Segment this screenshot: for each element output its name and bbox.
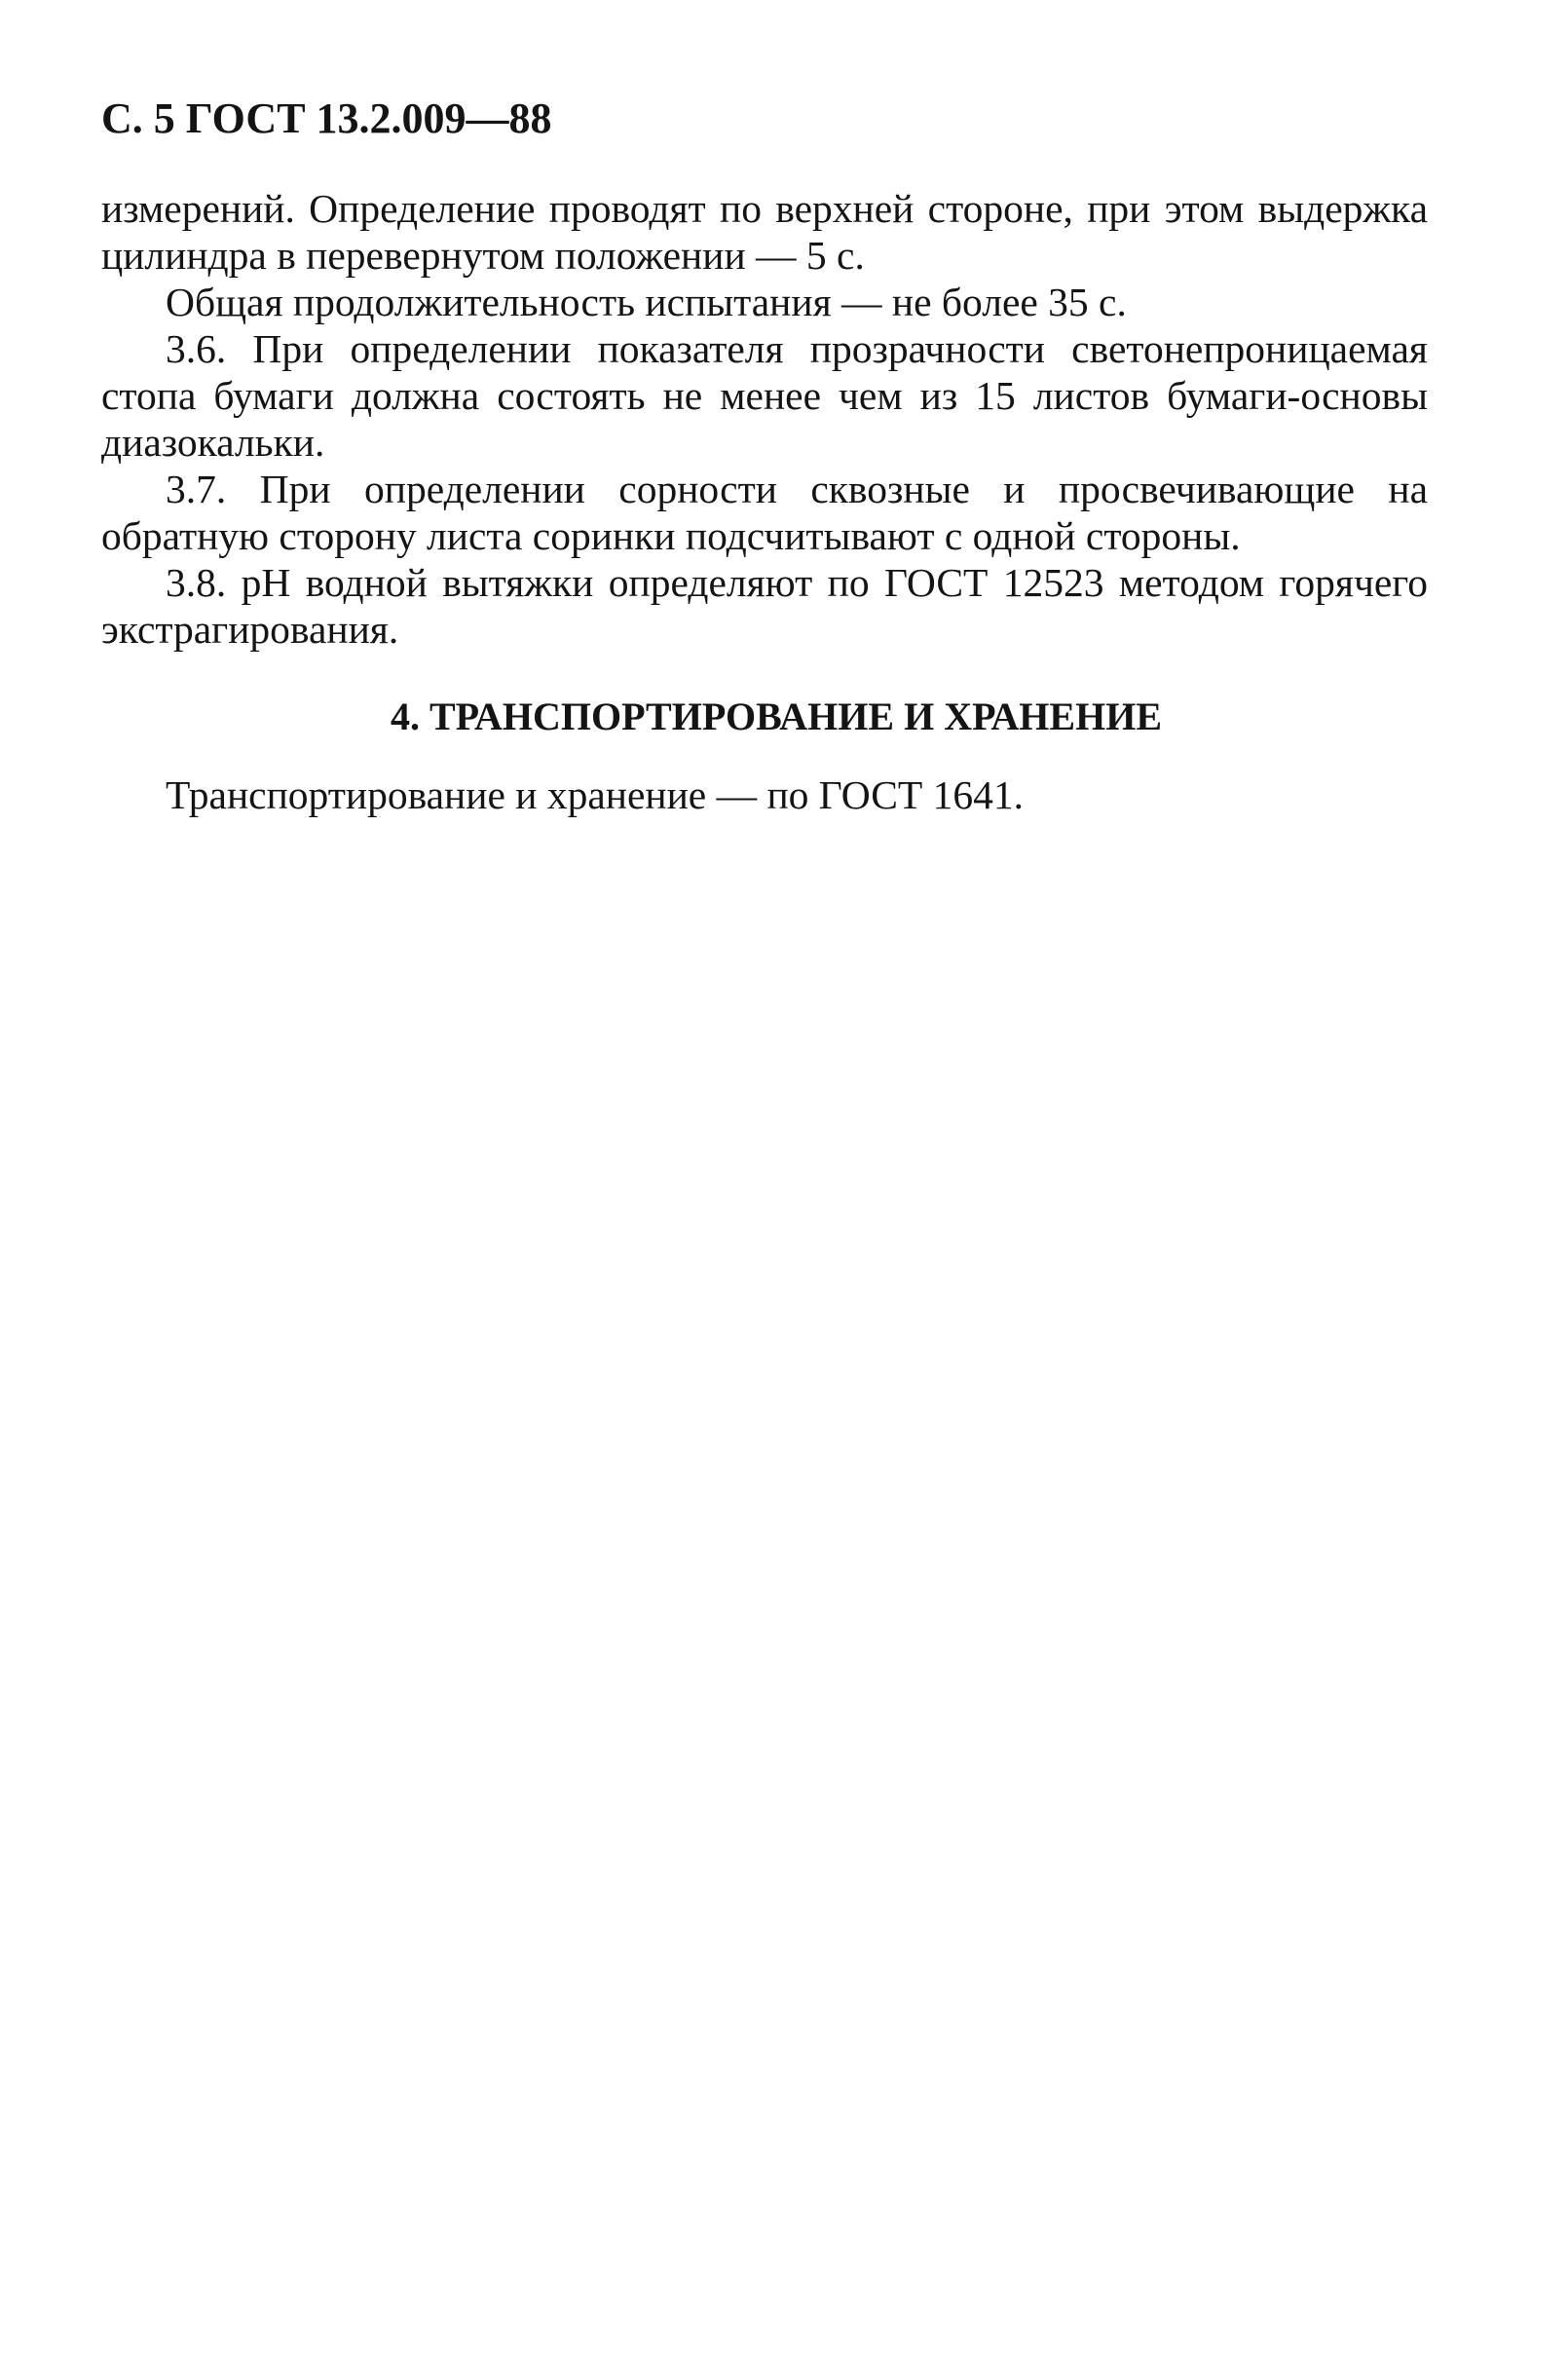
running-header: С. 5 ГОСТ 13.2.009—88 [101, 94, 552, 142]
paragraph-measurement-continuation: измерений. Определение проводят по верхней стороне, при этом выдержка цилиндра в перевернутом положении — 5 с. [101, 186, 1428, 278]
paragraph-clause-3-8: 3.8. рН водной вытяжки определяют по ГОСТ 12523 методом горячего экстрагирования. [101, 560, 1428, 652]
section-4-heading: 4. ТРАНСПОРТИРОВАНИЕ И ХРАНЕНИЕ [391, 695, 1162, 738]
paragraph-test-duration: Общая продолжительность испытания — не более 35 с. [166, 280, 1127, 324]
section-4-text: Транспортирование и хранение — по ГОСТ 1641. [166, 772, 1025, 817]
paragraph-clause-3-6: 3.6. При определении показателя прозрачности светонепроницаемая стопа бумаги должна состоять не менее чем из 15 листов бумаги-основы диазокальки. [101, 326, 1428, 465]
document-body [101, 185, 1428, 818]
paragraph-clause-3-7: 3.7. При определении сорности сквозные и просвечивающие на обратную сторону листа соринки подсчитывают с одной стороны. [101, 467, 1428, 558]
